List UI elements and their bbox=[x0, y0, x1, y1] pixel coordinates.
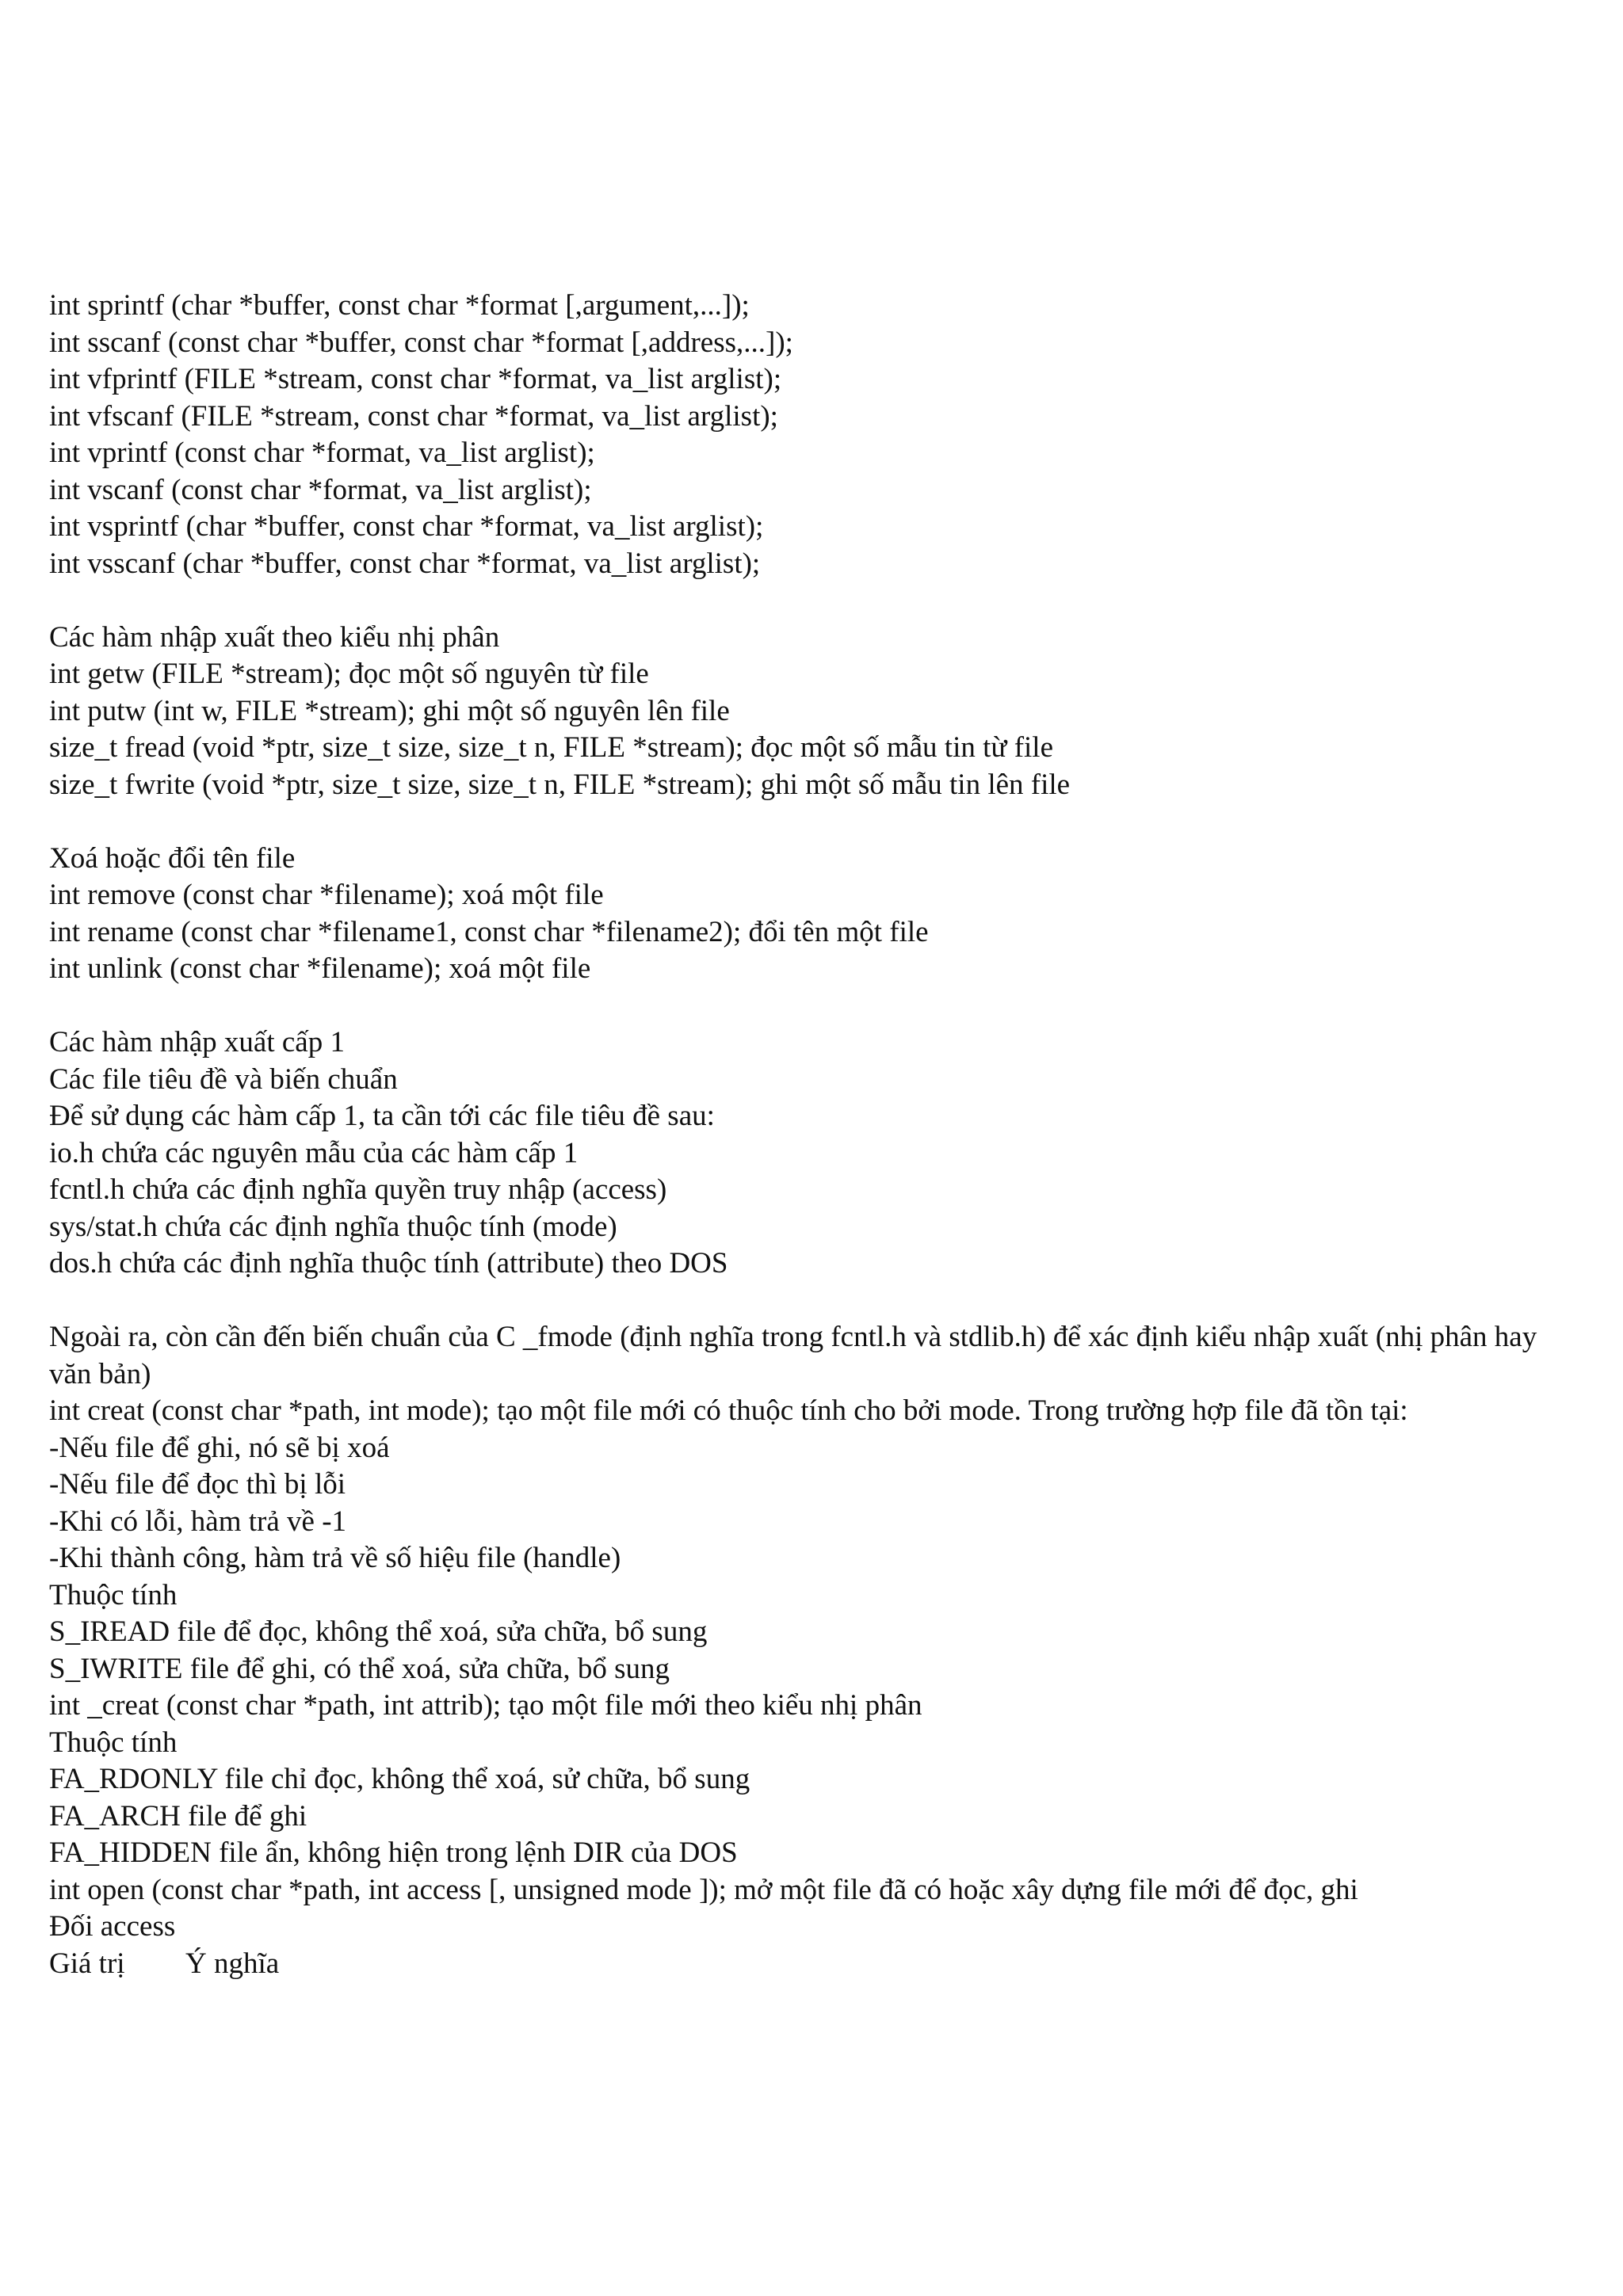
code-line: int vfscanf (FILE *stream, const char *format, va_list arglist); bbox=[49, 399, 778, 433]
text-line: int putw (int w, FILE *stream); ghi một số nguyên lên file bbox=[49, 694, 730, 727]
code-line: int vsscanf (char *buffer, const char *format, va_list arglist); bbox=[49, 547, 761, 580]
code-line: int vprintf (const char *format, va_list arglist); bbox=[49, 437, 595, 469]
code-line: int sscanf (const char *buffer, const char *format [,address,...]); bbox=[49, 326, 793, 359]
section-heading: Các hàm nhập xuất cấp 1 bbox=[49, 1026, 345, 1058]
text-line: -Khi có lỗi, hàm trả về -1 bbox=[49, 1505, 347, 1538]
text-line: Thuộc tính bbox=[49, 1726, 178, 1759]
text-line: fcntl.h chứa các định nghĩa quyền truy nhập (access) bbox=[49, 1173, 667, 1206]
table-header-meaning: Ý nghĩa bbox=[185, 1947, 280, 1980]
text-line: FA_HIDDEN file ẩn, không hiện trong lệnh DIR của DOS bbox=[49, 1836, 738, 1869]
document-body bbox=[49, 288, 1579, 1982]
text-line: io.h chứa các nguyên mẫu của các hàm cấp 1 bbox=[49, 1136, 579, 1169]
text-line: S_IWRITE file để ghi, có thể xoá, sửa chữa, bổ sung bbox=[49, 1652, 670, 1685]
code-line: int vscanf (const char *format, va_list arglist); bbox=[49, 473, 592, 506]
table-header-value: Giá trị bbox=[49, 1947, 125, 1980]
table-header-row bbox=[49, 1946, 1579, 1983]
fmode-paragraph: Ngoài ra, còn cần đến biến chuẩn của C _fmode (định nghĩa trong fcntl.h và stdlib.h) để xác định kiểu nhập xuất (nhị phân hay văn bản) bbox=[49, 1321, 1537, 1390]
delete-rename-section bbox=[49, 841, 1579, 988]
code-line: int vfprintf (FILE *stream, const char *format, va_list arglist); bbox=[49, 363, 782, 395]
text-line: Các file tiêu đề và biến chuẩn bbox=[49, 1062, 398, 1096]
text-line: int creat (const char *path, int mode); tạo một file mới có thuộc tính cho bởi mode. Trong trường hợp file đã tồn tại: bbox=[49, 1394, 1408, 1427]
text-line: int getw (FILE *stream); đọc một số nguyên từ file bbox=[49, 658, 649, 690]
section-heading: Các hàm nhập xuất theo kiểu nhị phân bbox=[49, 620, 500, 654]
paragraph-gap bbox=[49, 803, 1579, 841]
text-line: Đối access bbox=[49, 1910, 176, 1943]
section-heading: Xoá hoặc đổi tên file bbox=[49, 841, 296, 875]
text-line: int _creat (const char *path, int attrib); tạo một file mới theo kiểu nhị phân bbox=[49, 1689, 922, 1722]
text-line: FA_RDONLY file chỉ đọc, không thể xoá, sử chữa, bổ sung bbox=[49, 1763, 750, 1795]
paragraph-gap bbox=[49, 988, 1579, 1025]
text-line: Thuộc tính bbox=[49, 1578, 178, 1611]
text-line: -Nếu file để đọc thì bị lỗi bbox=[49, 1468, 346, 1501]
text-line: FA_ARCH file để ghi bbox=[49, 1799, 307, 1833]
code-line: int vsprintf (char *buffer, const char *format, va_list arglist); bbox=[49, 510, 764, 543]
text-line: dos.h chứa các định nghĩa thuộc tính (attribute) theo DOS bbox=[49, 1247, 728, 1280]
code-line: int sprintf (char *buffer, const char *format [,argument,...]); bbox=[49, 289, 750, 322]
format-functions-section bbox=[49, 288, 1579, 582]
paragraph-gap bbox=[49, 1283, 1579, 1320]
text-line: int open (const char *path, int access [, unsigned mode ]); mở một file đã có hoặc xây dựng file mới để đọc, ghi bbox=[49, 1873, 1358, 1906]
text-line: Để sử dụng các hàm cấp 1, ta cần tới các file tiêu đề sau: bbox=[49, 1100, 715, 1132]
text-line: -Nếu file để ghi, nó sẽ bị xoá bbox=[49, 1431, 390, 1464]
text-line: size_t fread (void *ptr, size_t size, size_t n, FILE *stream); đọc một số mẫu tin từ file bbox=[49, 731, 1053, 764]
binary-io-section bbox=[49, 620, 1579, 804]
text-line: int rename (const char *filename1, const char *filename2); đổi tên một file bbox=[49, 915, 929, 948]
text-line: -Khi thành công, hàm trả về số hiệu file (handle) bbox=[49, 1542, 621, 1574]
level1-io-section bbox=[49, 1024, 1579, 1283]
paragraph-gap bbox=[49, 582, 1579, 620]
text-line: int remove (const char *filename); xoá một file bbox=[49, 879, 604, 911]
text-line: size_t fwrite (void *ptr, size_t size, size_t n, FILE *stream); ghi một số mẫu tin lên file bbox=[49, 768, 1071, 801]
creat-open-section bbox=[49, 1319, 1579, 1982]
text-line: S_IREAD file để đọc, không thể xoá, sửa chữa, bổ sung bbox=[49, 1615, 708, 1648]
text-line: int unlink (const char *filename); xoá một file bbox=[49, 952, 591, 985]
text-line: sys/stat.h chứa các định nghĩa thuộc tính (mode) bbox=[49, 1210, 617, 1243]
